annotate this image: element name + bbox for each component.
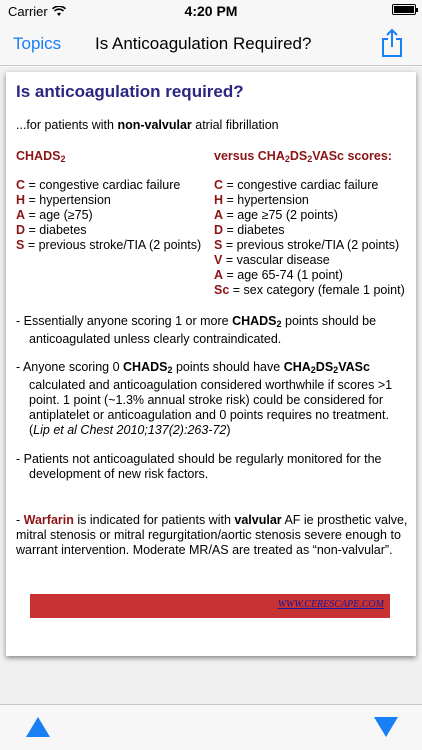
vasc-item bbox=[214, 223, 285, 238]
vasc-letter: V bbox=[214, 253, 223, 267]
previous-arrow-icon[interactable] bbox=[26, 717, 50, 737]
info-card bbox=[6, 72, 416, 656]
paragraph-warfarin bbox=[16, 513, 411, 558]
para2-bold2b: DS bbox=[315, 360, 334, 374]
chads-letter: C bbox=[16, 178, 26, 192]
para1-suffix: points should be anticoagulated unless clearly contraindicated. bbox=[29, 314, 377, 346]
status-bar bbox=[0, 0, 422, 22]
chads-text: = diabetes bbox=[25, 223, 87, 237]
chads-item bbox=[16, 208, 93, 223]
intro-prefix: ...for patients with bbox=[16, 118, 118, 132]
vasc-letter: D bbox=[214, 223, 224, 237]
chads-text: = age (≥75) bbox=[25, 208, 93, 222]
para2-end: ) bbox=[226, 423, 231, 437]
vasc-text: = sex category (female 1 point) bbox=[229, 283, 405, 297]
carrier-label: Carrier bbox=[8, 4, 48, 19]
nav-bar bbox=[0, 22, 422, 66]
para4-prefix: - bbox=[16, 513, 24, 527]
footer-banner bbox=[30, 594, 390, 618]
paragraph-chads-positive bbox=[16, 314, 411, 347]
vasc-text: = diabetes bbox=[223, 223, 285, 237]
para2-prefix: - Anyone scoring 0 bbox=[16, 360, 124, 374]
chads-letter: S bbox=[16, 238, 25, 252]
vasc-text: = age 65-74 (1 point) bbox=[223, 268, 343, 282]
vasc-heading bbox=[214, 149, 392, 167]
citation: Lip et al Chest 2010;137(2):263-72 bbox=[33, 423, 227, 437]
vasc-text: = vascular disease bbox=[222, 253, 330, 267]
page-title: Is Anticoagulation Required? bbox=[95, 34, 312, 53]
vasc-letter: A bbox=[214, 208, 224, 222]
vasc-letter: S bbox=[214, 238, 223, 252]
chads-heading bbox=[16, 149, 65, 167]
chads-item bbox=[16, 238, 201, 253]
para4-suffix: AF ie prosthetic valve, mitral stenosis or mitral regurgitation/aortic stenosis severe enough to warrant intervention. Moderate MR/AS are treated as “non-valvular”. bbox=[16, 513, 408, 557]
bottom-toolbar bbox=[0, 704, 422, 750]
status-right bbox=[392, 4, 416, 15]
vasc-text: = congestive cardiac failure bbox=[223, 178, 379, 192]
chads-item bbox=[16, 178, 180, 193]
vasc-text: = age ≥75 (2 points) bbox=[223, 208, 338, 222]
para2-sub2b: 2 bbox=[333, 365, 339, 375]
para2-sub1: 2 bbox=[167, 365, 173, 375]
vasc-letter: Sc bbox=[214, 283, 230, 297]
para1-bold: CHADS bbox=[232, 314, 277, 328]
warfarin-label: Warfarin bbox=[23, 513, 74, 527]
vasc-item bbox=[214, 178, 378, 193]
intro-line bbox=[16, 118, 279, 133]
vasc-item bbox=[214, 268, 343, 283]
chads-letter: H bbox=[16, 193, 26, 207]
chads-text: = hypertension bbox=[25, 193, 111, 207]
chads-letter: A bbox=[16, 208, 26, 222]
vasc-letter: C bbox=[214, 178, 224, 192]
para3-text: - Patients not anticoagulated should be regularly monitored for the development of new risk factors. bbox=[16, 452, 382, 481]
vasc-heading-sub2: 2 bbox=[307, 154, 313, 164]
valvular-label: valvular bbox=[234, 513, 282, 527]
para2-bold2a: CHA bbox=[283, 360, 311, 374]
para2-mid: points should have bbox=[172, 360, 284, 374]
chads-text: = congestive cardiac failure bbox=[25, 178, 181, 192]
intro-bold: non-valvular bbox=[117, 118, 192, 132]
vasc-letter: H bbox=[214, 193, 224, 207]
chads-item bbox=[16, 193, 111, 208]
card-title: Is anticoagulation required? bbox=[16, 82, 244, 101]
vasc-heading-sub1: 2 bbox=[284, 154, 290, 164]
website-link[interactable]: WWW.CERESCAPE.COM bbox=[277, 599, 384, 610]
vasc-item bbox=[214, 238, 399, 253]
paragraph-monitoring bbox=[16, 452, 411, 482]
battery-icon bbox=[392, 4, 416, 15]
vasc-heading-prefix: versus CHA bbox=[214, 149, 285, 163]
share-icon[interactable] bbox=[380, 28, 404, 58]
para1-prefix: - Essentially anyone scoring 1 or more bbox=[16, 314, 233, 328]
vasc-heading-suffix: VASc scores: bbox=[312, 149, 392, 163]
para2-suffix: calculated and anticoagulation considered worthwhile if scores >1 point. 1 point (~1.3% annual stroke risk) could be considered for antiplatelet or anticoagulation and 0 points requires no treatment. ( bbox=[29, 378, 393, 437]
chads-item bbox=[16, 223, 87, 238]
para1-sub: 2 bbox=[276, 319, 282, 329]
back-button[interactable]: Topics bbox=[13, 34, 62, 53]
intro-suffix: atrial fibrillation bbox=[191, 118, 279, 132]
next-arrow-icon[interactable] bbox=[374, 717, 398, 737]
para2-bold2c: VASc bbox=[338, 360, 370, 374]
vasc-item bbox=[214, 208, 338, 223]
vasc-item bbox=[214, 193, 309, 208]
paragraph-chads-zero bbox=[16, 360, 411, 438]
vasc-item bbox=[214, 253, 330, 268]
vasc-text: = hypertension bbox=[223, 193, 309, 207]
chads-letter: D bbox=[16, 223, 26, 237]
para4-mid: is indicated for patients with bbox=[73, 513, 235, 527]
vasc-text: = previous stroke/TIA (2 points) bbox=[222, 238, 400, 252]
vasc-letter: A bbox=[214, 268, 224, 282]
chads-heading-text: CHADS bbox=[16, 149, 61, 163]
chads-heading-sub: 2 bbox=[60, 154, 66, 164]
vasc-item bbox=[214, 283, 405, 298]
chads-text: = previous stroke/TIA (2 points) bbox=[24, 238, 202, 252]
status-time: 4:20 PM bbox=[184, 3, 238, 19]
para2-sub2a: 2 bbox=[310, 365, 316, 375]
vasc-heading-mid: DS bbox=[289, 149, 308, 163]
para2-bold1: CHADS bbox=[123, 360, 168, 374]
